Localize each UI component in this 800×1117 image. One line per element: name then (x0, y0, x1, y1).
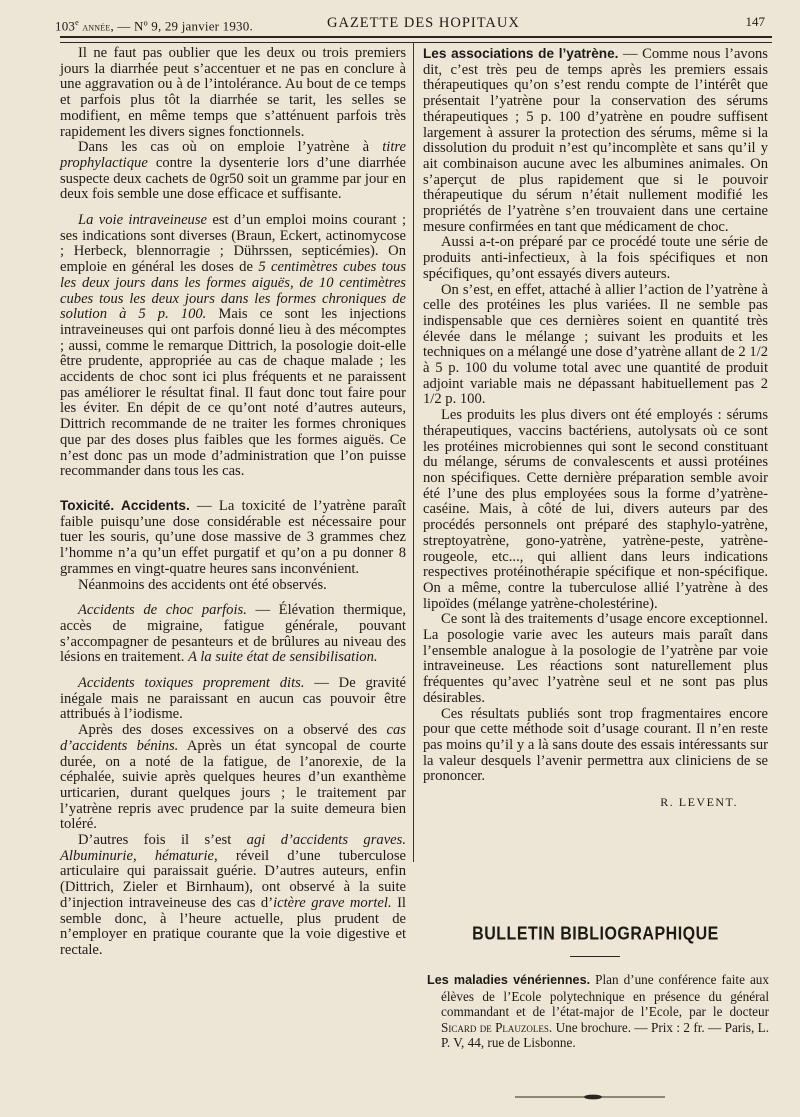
italic-run: A la suite état de sensibilisation. (188, 649, 378, 666)
italic-run: ictère grave mortel. (273, 894, 392, 911)
paragraph: On s’est, en effet, attaché à allier l’action de l’yatrène à celle des protéines les plus variées. Il ne semble pas indispensable que ces dernières soient en quantité très élevée dans le mélange ; suivant les produits et les techniques on a mélangé une dose d’yatrène allant de 2 1/2 à 5 p. 100 du volume total avec une quantité de produit adjoint variable mais ne dépassant habituellement pas 2 1/2 p. 100. (423, 281, 768, 408)
text-run: — De gravité inégale mais ne paraissant en aucun cas pouvoir être attribués à l’iodisme. (60, 675, 406, 723)
paragraph (60, 833, 406, 959)
paragraph (60, 603, 406, 666)
text-run: contre la dysenterie lors d’une diarrhée suspecte deux cachets de 0gr50 soit un gramme par jour en deux fois semble une dose efficace et suffisante. (60, 154, 406, 203)
bulletin-title: BULLETIN BIBLIOGRAPHIQUE (472, 924, 719, 945)
text-run: réveil d’une tuberculose articulaire qui paraissait guérie. D’autres auteurs, enfin (Dittrich, Zieler et Birnhaum), ont observé à la suite d’injection intraveineuse des cas d’ (60, 847, 406, 911)
text-run: D’autres fois il s’est (78, 832, 247, 849)
italic-run: Accidents toxiques proprement dits. (78, 675, 305, 692)
paragraph: Il ne faut pas oublier que les deux ou trois premiers jours la diarrhée peut s’accentuer et ne pas en conclure à une aggravation ou à de l’intolérance. Au bout de ce temps et parfois plus tôt la diarrhée se tarit, les selles se modifient, en même temps que s’atténuent parfois très rapidement les divers signes fonctionnels. (60, 45, 406, 140)
italic-run: agi d’accidents graves. Albuminurie, hématurie, (60, 832, 406, 864)
text-run: est d’un emploi moins courant ; ses indications sont diverses (Braun, Eckert, actinomycose ; Herbeck, blennorragie ; Dührssen, septicémies). On emploie en général les doses de (60, 212, 406, 276)
paragraph: Ces résultats publiés sont trop fragmentaires encore pour que cette méthode soit d’usage courant. Il n’en reste pas moins qu’il y a là sans doute des essais intéressants sur la valeur desquels l’avenir permettra aux cliniciens de se prononcer. (423, 705, 768, 785)
italic-run: cas d’accidents bénins. (60, 722, 406, 754)
paragraph: Les produits les plus divers ont été employés : sérums thérapeutiques, vaccins bactériens, autolysats où ce sont les protéines microbiennes qui sont le second constituant du mélange, sérums de convalescents et aussi protéines non spécifiques. Cette dernière préparation semble avoir été l’une des plus employées sous la forme d’yatrène-caséine. Mais, à côté de lui, divers auteurs par des procédés personnels ont préparé des staphylo-yatrène, streptoyatrène, gono-yatrène, yatrène-peste, yatrène-rougeole, etc..., qui allient dans leurs indications respectives protéinothérapie spécifique et non-spécifique. On a même, contre la tuberculose allié l’yatrène à des lipoïdes (mélange yatrène-cholestérine). (423, 407, 768, 612)
page-number: 147 (745, 14, 765, 29)
right-column (423, 46, 768, 811)
header-rule (60, 36, 772, 43)
left-column (60, 46, 406, 959)
column-divider (413, 42, 414, 862)
section-heading: Toxicité. Accidents. (60, 497, 190, 513)
text-run: Une brochure. — Prix : 2 fr. — Paris, L. P. V, 44, rue de Lisbonne. (441, 1019, 769, 1051)
text-run: — Comme nous l’avons dit, c’est très peu de temps après les premiers essais thérapeutiques qu’on s’est rendu compte de l’intérêt que présentait l’yatrène pour la conservation des sérums thérapeutiques ; 5 p. 100 d’yatrène en poudre suffisent largement à assurer la protection des sérums, même si la dissolution du produit n’est qu’incomplète et sans qu’il y ait combinaison aucune avec les albumines animales. On s’aperçut de plus rapidement que si le pouvoir thérapeutique du sérum n’était nullement modifié les propriétés de l’yatrène s’en trouvaient dans une certaine mesure confirmées en tant que médicament de choc. (423, 46, 768, 235)
text-run: Après un état syncopal de courte durée, on a noté de la fatigue, de l’anorexie, de la céphalée, suivie après quelques heures d’un exanthème urticarien, durant quelques jours ; le traitement par l’yatrène repris avec prudence par la suite demeura bien toléré. (60, 737, 406, 833)
italic-run: titre prophylactique (60, 139, 406, 171)
text-run: — Élévation thermique, accès de migraine, fatigue générale, pouvant s’accompagner de pesanteurs et de brûlures au niveau des lésions en traitement. (60, 602, 406, 666)
bibliography-text (427, 972, 769, 1051)
italic-run: 5 centimètres cubes tous les deux jours dans les formes aiguës, de 10 centimètres cubes tous les deux jours dans les formes chroniques de solution à 5 p. 100. (60, 259, 406, 323)
ornament-line (515, 1094, 665, 1100)
text-run: Il semble donc, à l’heure actuelle, plus prudent de n’employer en pratique courante que la voie digestive et rectale. (60, 894, 406, 958)
paragraph: Ce sont là des traitements d’usage encore exceptionnel. La posologie varie avec les auteurs mais paraît dans l’ensemble analogue à la posologie de l’yatrène par voie intraveineuse. Les réactions sont naturellement plus fréquentes qu’avec l’yatrène seul et ne sont pas plus désirables. (423, 611, 768, 706)
journal-title: GAZETTE DES HOPITAUX (327, 15, 520, 31)
end-ornament-rule (515, 1094, 665, 1100)
author-signature: R. LEVENT. (660, 795, 738, 810)
paragraph: Néanmoins des accidents ont été observés. (78, 576, 327, 593)
text-run: Dans les cas où on emploie l’yatrène à (78, 139, 383, 156)
italic-run: La voie intraveineuse (78, 212, 208, 229)
paragraph: Aussi a-t-on préparé par ce procédé toute une série de produits anti-infectieux, à la fois spécifiques et non spécifiques, qu’ont essayés divers auteurs. (423, 234, 768, 282)
text-run: Après des doses excessives on a observé des (78, 722, 387, 739)
entry-title: Les maladies vénériennes. (427, 973, 591, 987)
issue-suffix: e (75, 18, 79, 27)
issue-info (55, 18, 253, 34)
paragraph (60, 723, 406, 833)
bulletin-rule (570, 956, 620, 957)
entry-author: Sicard de Plauzoles. (441, 1019, 553, 1035)
issue-number: 103 (55, 18, 76, 34)
page-header (55, 14, 770, 36)
italic-run: Accidents de choc parfois. (78, 602, 247, 619)
paragraph (60, 140, 406, 203)
section-heading: Les associations de l’yatrène. (423, 46, 619, 61)
paragraph (60, 213, 406, 480)
paragraph (60, 676, 406, 723)
text-run: Mais ce sont les injections intraveineuses qui ont parfois donné lieu à des mécomptes ; aussi, comme le remarque Dittrich, la posologie doit-elle être prudente, appropriée au cas de chaque malade ; les accidents de choc sont ici plus fréquents et ne paraissent pas améliorer le résultat final. Il faut donc tout faire pour les éviter. En dépit de ce qu’ont noté d’autres auteurs, Dittrich recommande de ne traiter les formes chroniques que par des doses plus faibles que les formes aiguës. Ce n’est donc pas un mode d’administration que l’on puisse recommander dans tous les cas. (60, 306, 407, 480)
text-run: — La toxicité de l’yatrène paraît faible puisqu’une dose considérable est nécessaire pour tuer les souris, qu’une dose massive de 3 grammes chez l’homme n’a qu’un effet purgatif et qu’on a pu donner 8 grammes en vingt-quatre heures sans inconvénient. (60, 497, 406, 577)
bibliography-entry (427, 972, 769, 1051)
annee-label: année (82, 21, 111, 34)
text-run: Plan d’une conférence faite aux élèves de l’Ecole polytechnique en présence du général commandant et de l’état-major de l’Ecole, par le docteur (441, 972, 769, 1020)
issue-date: , — Nº 9, 29 janvier 1930. (110, 18, 253, 34)
